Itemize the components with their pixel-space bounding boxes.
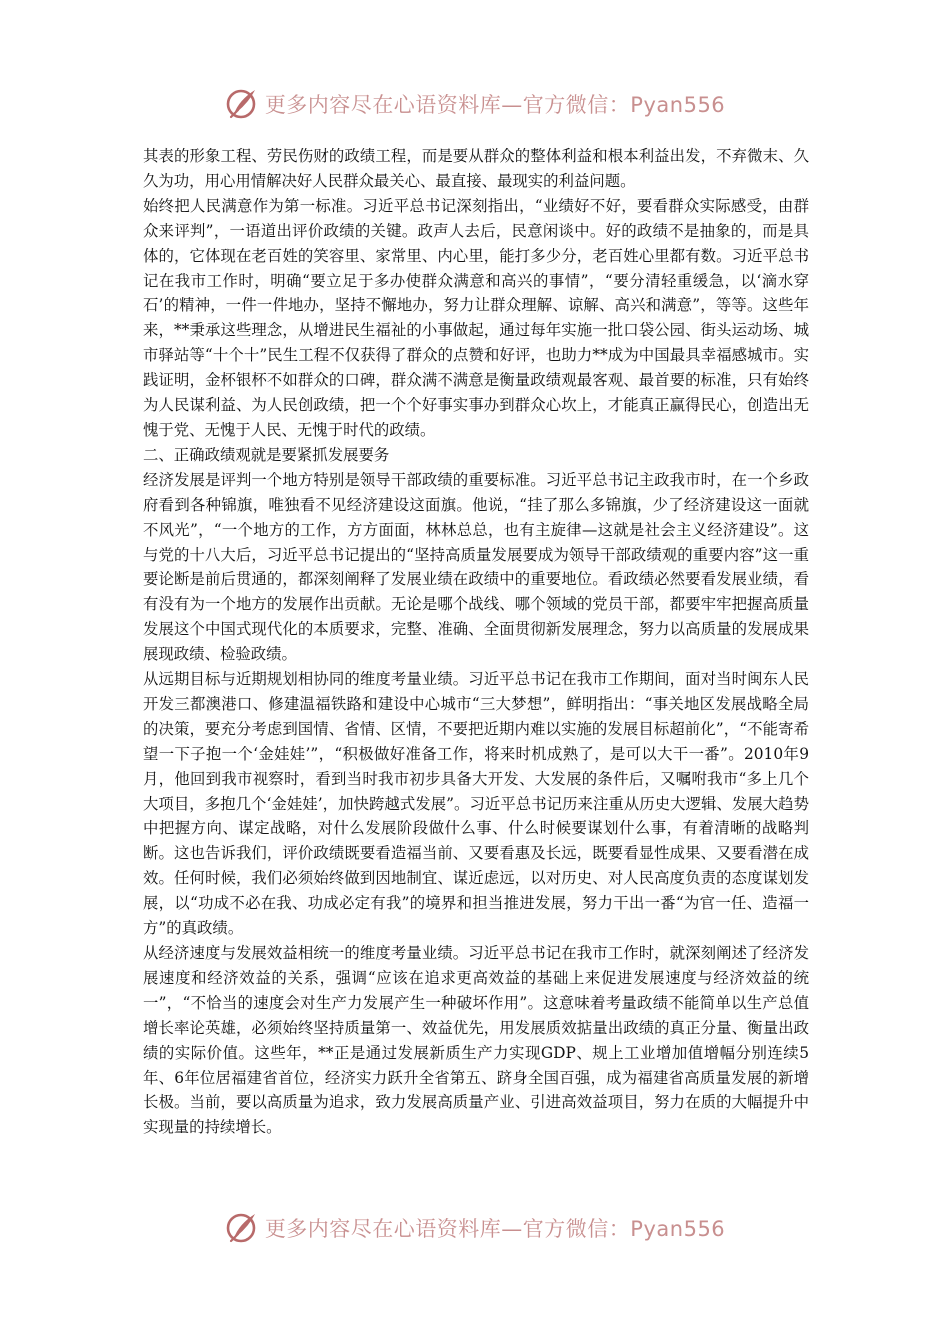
article-body	[143, 144, 809, 1140]
pen-logo-icon	[225, 1210, 261, 1246]
paragraph: 始终把人民满意作为第一标准。习近平总书记深刻指出，“业绩好不好，要看群众实际感受，由群众来评判”，一语道出评价政绩的关键。政声人去后，民意闲谈中。好的政绩不是抽象的，而是具体的，它体现在老百姓的笑容里、家常里、内心里，能打多少分，老百姓心里都有数。习近平总书记在我市工作时，明确“要立足于多办使群众满意和高兴的事情”，“要分清轻重缓急，以‘滴水穿石’的精神，一件一件地办，坚持不懈地办，努力让群众理解、谅解、高兴和满意”，等等。这些年来，**秉承这些理念，从增进民生福祉的小事做起，通过每年实施一批口袋公园、街头运动场、城市驿站等“十个十”民生工程不仅获得了群众的点赞和好评，也助力**成为中国最具幸福感城市。实践证明，金杯银杯不如群众的口碑，群众满不满意是衡量政绩观最客观、最首要的标准，只有始终为人民谋利益、为人民创政绩，把一个个好事实事办到群众心坎上，才能真正赢得民心，创造出无愧于党、无愧于人民、无愧于时代的政绩。	[143, 196, 809, 439]
paragraph: 从经济速度与发展效益相统一的维度考量业绩。习近平总书记在我市工作时，就深刻阐述了经济发展速度和经济效益的关系，强调“应该在追求更高效益的基础上来促进发展速度与经济效益的统一”，“不恰当的速度会对生产力发展产生一种破坏作用”。这意味着考量政绩不能简单以生产总值增长率论英雄，必须始终坚持质量第一、效益优先，用发展质效掂量出政绩的真正分量、衡量出政绩的实际价值。这些年，**正是通过发展新质生产力实现GDP、规上工业增加值增幅分别连续5年、6年位居福建省首位，经济实力跃升全省第五、跻身全国百强，成为福建省高质量发展的新增长极。当前，要以高质量为追求，致力发展高质量产业、引进高效益项目，努力在质的大幅提升中实现量的持续增长。	[143, 944, 809, 1137]
paragraph: 其表的形象工程、劳民伤财的政绩工程，而是要从群众的整体利益和根本利益出发，不弃微末、久久为功，用心用情解决好人民群众最关心、最直接、最现实的利益问题。	[143, 147, 809, 190]
paragraph: 经济发展是评判一个地方特别是领导干部政绩的重要标准。习近平总书记主政我市时，在一个乡政府看到各种锦旗，唯独看不见经济建设这面旗。他说，“挂了那么多锦旗，少了经济建设这一面就不风光”，“一个地方的工作，方方面面，林林总总，也有主旋律—这就是社会主义经济建设”。这与党的十八大后，习近平总书记提出的“坚持高质量发展要成为领导干部政绩观的重要内容”这一重要论断是前后贯通的，都深刻阐释了发展业绩在政绩中的重要地位。看政绩必然要看发展业绩，看有没有为一个地方的发展作出贡献。无论是哪个战线、哪个领域的党员干部，都要牢牢把握高质量发展这个中国式现代化的本质要求，完整、准确、全面贯彻新发展理念，努力以高质量的发展成果展现政绩、检验政绩。	[143, 470, 809, 664]
footer-banner	[0, 1206, 950, 1250]
header-banner	[0, 82, 950, 126]
footer-banner-text: 更多内容尽在心语资料库—官方微信：Pyan556	[264, 1217, 726, 1241]
section-heading: 二、正确政绩观就是要紧抓发展要务	[143, 445, 390, 464]
header-banner-text: 更多内容尽在心语资料库—官方微信：Pyan556	[264, 93, 726, 117]
paragraph: 从远期目标与近期规划相协同的维度考量业绩。习近平总书记在我市工作期间，面对当时闽东人民开发三都澳港口、修建温福铁路和建设中心城市“三大梦想”，鲜明指出：“事关地区发展战略全局的决策，要充分考虑到国情、省情、区情，不要把近期内难以实施的发展目标超前化”，“不能寄希望一下子抱一个‘金娃娃’”，“积极做好准备工作，将来时机成熟了，是可以大干一番”。2010年9月，他回到我市视察时，看到当时我市初步具备大开发、大发展的条件后，又嘱咐我市“多上几个大项目，多抱几个‘金娃娃’，加快跨越式发展”。习近平总书记历来注重从历史大逻辑、发展大趋势中把握方向、谋定战略，对什么发展阶段做什么事、什么时候要谋划什么事，有着清晰的战略判断。这也告诉我们，评价政绩既要看造福当前、又要看惠及长远，既要看显性成果、又要看潜在成效。任何时候，我们必须始终做到因地制宜、谋近虑远，以对历史、对人民高度负责的态度谋划发展，以“功成不必在我、功成必定有我”的境界和担当推进发展，努力干出一番“为官一任、造福一方”的真政绩。	[143, 670, 809, 938]
pen-logo-icon	[225, 86, 261, 122]
